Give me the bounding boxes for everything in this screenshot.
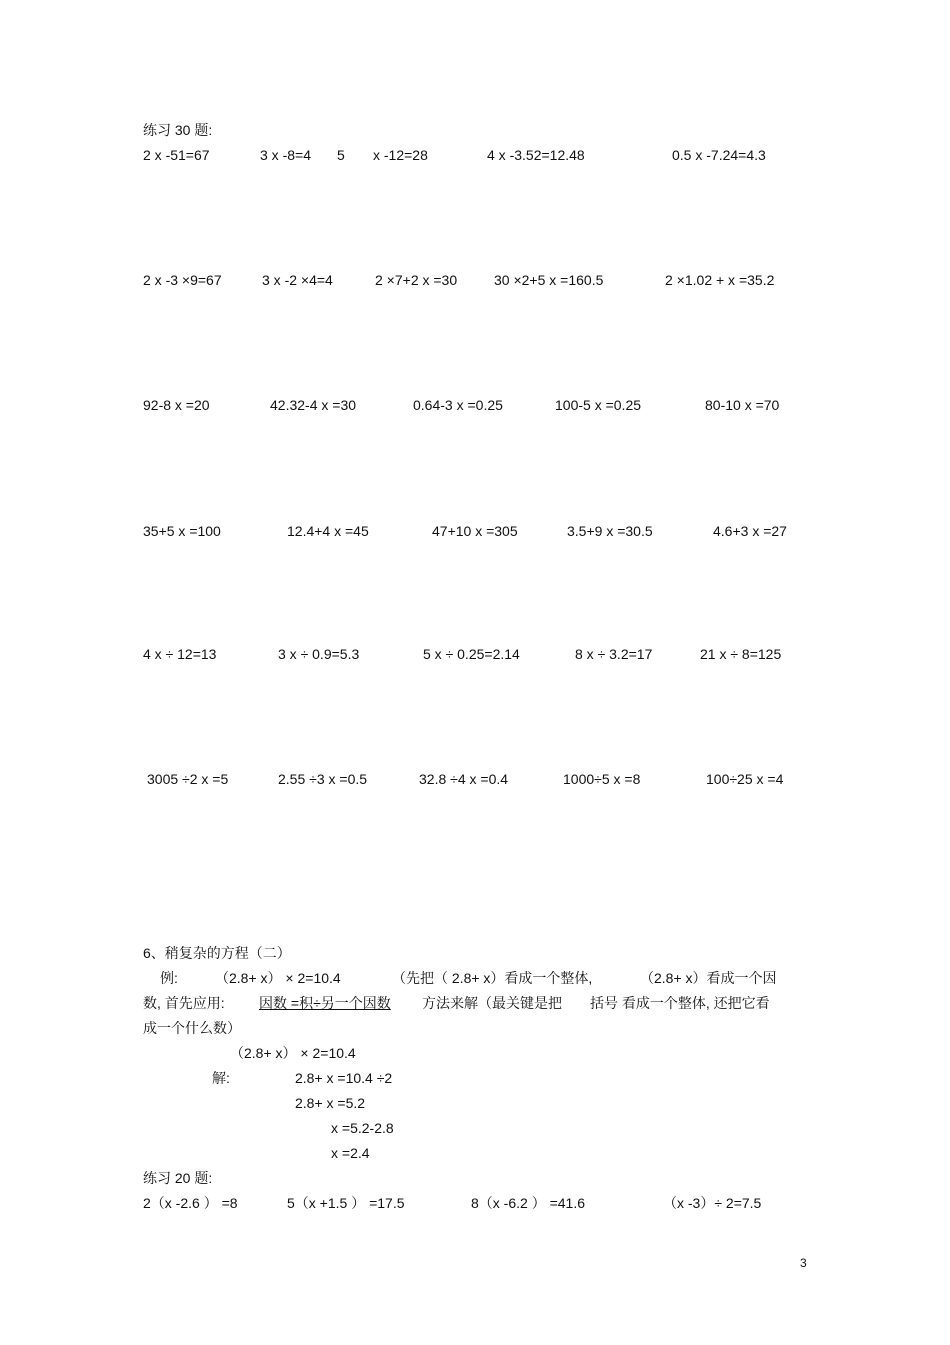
solution-step: x =5.2-2.8 — [331, 1120, 394, 1136]
rule-underlined: 因数 =积÷另一个因数 — [259, 995, 391, 1011]
page-number: 3 — [800, 1256, 807, 1270]
equation: 30 ×2+5 x =160.5 — [494, 272, 604, 288]
equation: 0.64-3 x =0.25 — [413, 397, 503, 413]
equation: 5（x +1.5 ） =17.5 — [287, 1195, 405, 1211]
solution-label: 解: — [212, 1070, 230, 1086]
example-note-2: （2.8+ x）看成一个因 — [640, 970, 777, 986]
example-note: （先把（ 2.8+ x）看成一个整体, — [392, 970, 593, 986]
equation: 4 x -3.52=12.48 — [487, 147, 585, 163]
equation: 0.5 x -7.24=4.3 — [672, 147, 766, 163]
equation: 2.55 ÷3 x =0.5 — [278, 771, 368, 787]
equation: 2 x -3 ×9=67 — [143, 272, 222, 288]
explanation-suffix: 方法来解（最关键是把 — [422, 995, 562, 1011]
equation: 21 x ÷ 8=125 — [700, 646, 782, 662]
explanation-suffix-2: 括号 看成一个整体, 还把它看 — [590, 995, 770, 1011]
equation: 92-8 x =20 — [143, 397, 210, 413]
equation: 2（x -2.6 ） =8 — [143, 1195, 238, 1211]
explanation-prefix: 数, 首先应用: — [143, 995, 225, 1011]
equation: 12.4+4 x =45 — [287, 523, 369, 539]
equation: 2 ×1.02 + x =35.2 — [665, 272, 775, 288]
equation: 5 x ÷ 0.25=2.14 — [423, 646, 520, 662]
exercise-heading: 练习 30 题: — [143, 122, 213, 138]
equation: 47+10 x =305 — [432, 523, 518, 539]
section-title: 6、稍复杂的方程（二） — [143, 945, 291, 961]
solution-step: 2.8+ x =5.2 — [295, 1095, 366, 1111]
equation: 1000÷5 x =8 — [563, 771, 641, 787]
equation: 2 ×7+2 x =30 — [375, 272, 458, 288]
equation: 100÷25 x =4 — [706, 771, 784, 787]
equation: 2 x -51=67 — [143, 147, 210, 163]
equation: 4.6+3 x =27 — [713, 523, 787, 539]
equation: 35+5 x =100 — [143, 523, 221, 539]
solution-step: x =2.4 — [331, 1145, 370, 1161]
equation: 3 x -8=4 — [260, 147, 311, 163]
equation: 3 x -2 ×4=4 — [262, 272, 333, 288]
equation: x -12=28 — [373, 147, 428, 163]
equation: 8 x ÷ 3.2=17 — [575, 646, 653, 662]
explanation-line3: 成一个什么数） — [143, 1020, 241, 1036]
equation: 3005 ÷2 x =5 — [147, 771, 229, 787]
example-equation: （2.8+ x） × 2=10.4 — [215, 970, 341, 986]
equation: 3 x ÷ 0.9=5.3 — [278, 646, 360, 662]
example-label: 例: — [160, 970, 178, 986]
equation: 100-5 x =0.25 — [555, 397, 642, 413]
equation: 42.32-4 x =30 — [270, 397, 357, 413]
equation: 3.5+9 x =30.5 — [567, 523, 653, 539]
equation: 5 — [337, 147, 345, 163]
exercise-heading: 练习 20 题: — [143, 1170, 213, 1186]
equation: （x -3）÷ 2=7.5 — [663, 1195, 762, 1211]
solution-equation: （2.8+ x） × 2=10.4 — [230, 1045, 356, 1061]
equation: 80-10 x =70 — [705, 397, 780, 413]
equation: 32.8 ÷4 x =0.4 — [419, 771, 509, 787]
equation: 4 x ÷ 12=13 — [143, 646, 217, 662]
solution-step: 2.8+ x =10.4 ÷2 — [295, 1070, 393, 1086]
equation: 8（x -6.2 ） =41.6 — [471, 1195, 586, 1211]
